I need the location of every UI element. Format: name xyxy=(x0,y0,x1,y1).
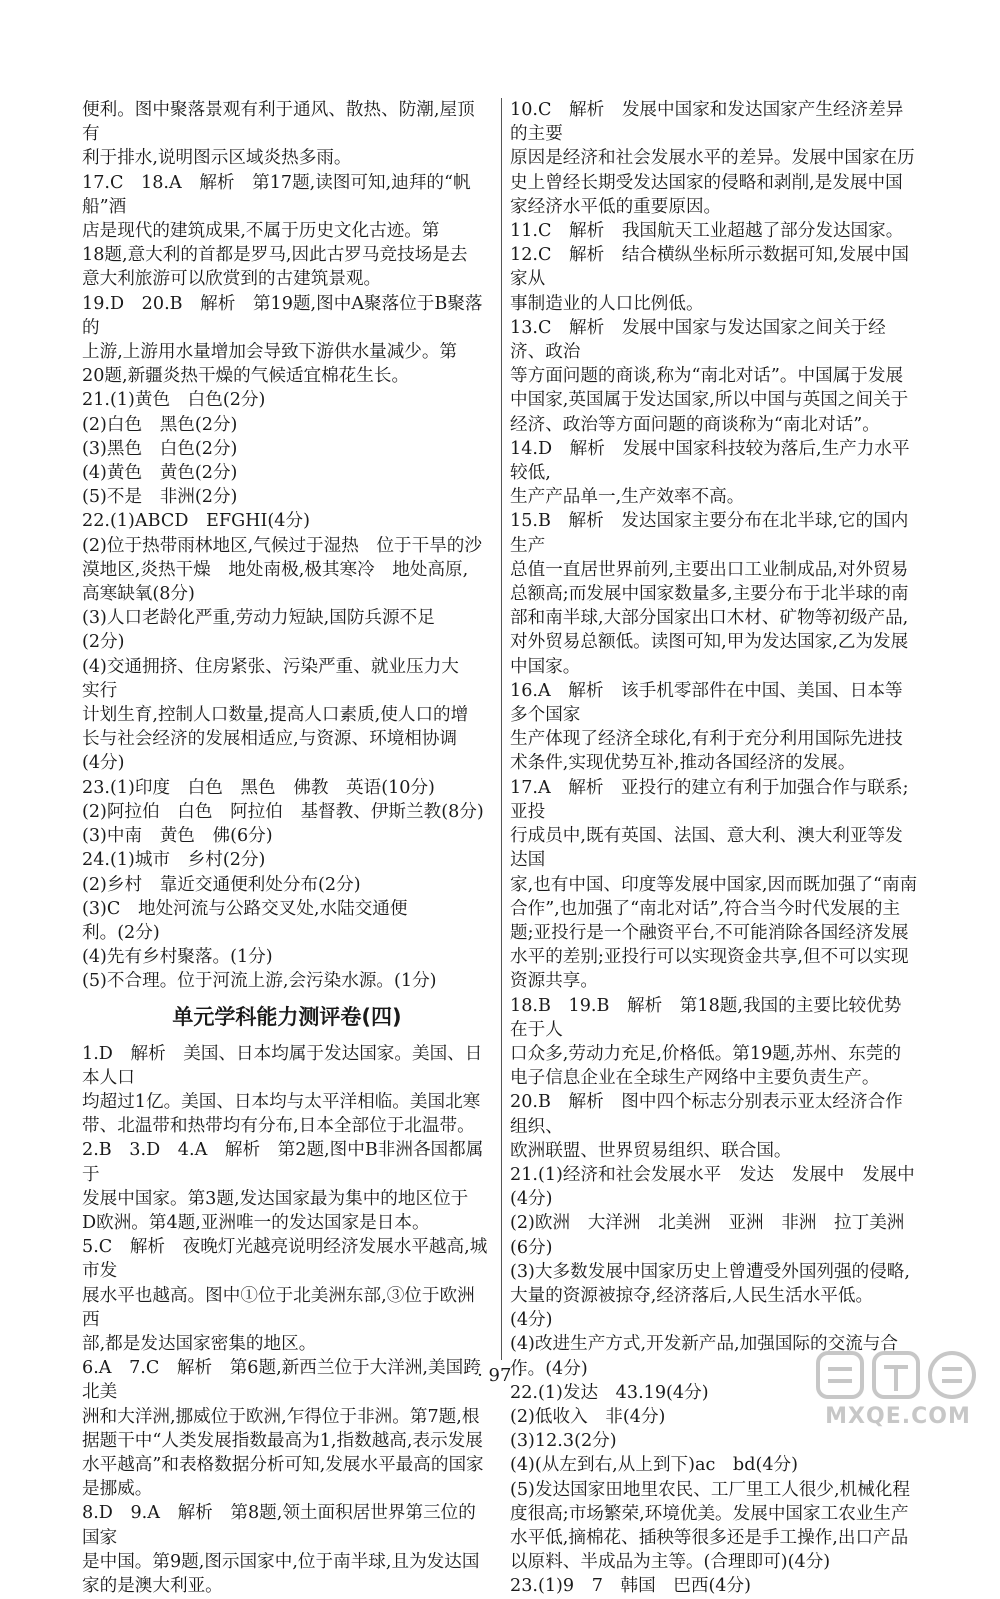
answer-block: 便利。图中聚落景观有利于通风、散热、防潮,屋顶有 利于排水,说明图示区域炎热多雨。 xyxy=(82,100,475,169)
answer-block: 2.B 3.D 4.A 解析 第2题,图中B非洲各国都属于 发展中国家。第3题,发达国家最为集中的地区位于 D欧洲。第4题,亚洲唯一的发达国家是日本。 xyxy=(82,1140,484,1233)
answer-block: 12.C 解析 结合横纵坐标所示数据可知,发展中国家从 事制造业的人口比例低。 xyxy=(510,245,909,314)
answer-block: 20.B 解析 图中四个标志分别表示亚太经济合作组织、 欧洲联盟、世界贸易组织、联合国。 xyxy=(510,1092,903,1161)
answer-block: 19.D 20.B 解析 第19题,图中A聚落位于B聚落的 上游,上游用水量增加会导致下游供水量减少。第 20题,新疆炎热干燥的气候适宜棉花生长。 xyxy=(82,293,483,387)
answer-block: 23.(1)9 7 韩国 巴西(4分) xyxy=(510,1576,751,1597)
answer-block: 11.C 解析 我国航天工业超越了部分发达国家。 xyxy=(510,221,904,242)
column-divider xyxy=(501,98,502,1360)
answer-block: 21.(1)黄色 白色(2分) (2)白色 黑色(2分) (3)黑色 白色(2分) (4)黄色 黄色(2分) (5)不是 非洲(2分) xyxy=(82,390,266,508)
page-number: · 97 · xyxy=(477,1365,523,1386)
answer-block: 17.A 解析 亚投行的建立有利于加强合作与联系;亚投 行成员中,既有英国、法国、意大利、澳大利亚等发达国 家,也有中国、印度等发展中国家,因而既加强了“南南 合作”,也加强了“南北对话”,符合当今时代发展的主 题;亚投行是一个融资平台,不可能消除各国经济发展 水平的差别;亚投行可以实现资金共享,但不可以实现 资源共享。 xyxy=(510,777,918,992)
answer-block: 1.D 解析 美国、日本均属于发达国家。美国、日本人口 均超过1亿。美国、日本均与太平洋相临。美国北寒 带、北温带和热带均有分布,日本全部位于北温带。 xyxy=(82,1043,483,1137)
answer-block: 10.C 解析 发展中国家和发达国家产生经济差异的主要 原因是经济和社会发展水平的差异。发展中国家在历 史上曾经长期受发达国家的侵略和剥削,是发展中国 家经济水平低的重要原因。 xyxy=(510,100,915,217)
answer-block: 17.C 18.A 解析 第17题,读图可知,迪拜的“帆船”酒 店是现代的建筑成果,不属于历史文化古迹。第 18题,意大利的首都是罗马,因此古罗马竞技场是去 意大利旅游可以欣赏到的古建筑景观。 xyxy=(82,172,471,290)
answer-block: 13.C 解析 发展中国家与发达国家之间关于经济、政治 等方面问题的商谈,称为“南北对话”。中国属于发展 中国家,英国属于发达国家,所以中国与英国之间关于 经济、政治等方面问题的商谈称为“南北对话”。 xyxy=(510,317,909,435)
answer-block: 18.B 19.B 解析 第18题,我国的主要比较优势在于人 口众多,劳动力充足,价格低。第19题,苏州、东莞的 电子信息企业在全球生产网络中主要负责生产。 xyxy=(510,995,902,1089)
answer-block: 6.A 7.C 解析 第6题,新西兰位于大洋洲,美国跨北美 洲和大洋洲,挪威位于欧洲,乍得位于非洲。第7题,根 据题干中“人类发展指数最高为1,指数越高,表示发展 水平越高”和表格数据分析可知,发展水平最高的国家 是挪威。 xyxy=(82,1358,484,1500)
answer-block: 15.B 解析 发达国家主要分布在北半球,它的国内生产 总值一直居世界前列,主要出口工业制成品,对外贸易 总额高;而发展中国家数量多,主要分布于北半球的南 部和南半球,大部分国家出口木材、矿物等初级产品, 对外贸易总额低。读图可知,甲为发达国家,乙为发展 中国家。 xyxy=(510,511,909,677)
answer-block: 22.(1)ABCD EFGHI(4分) (2)位于热带雨林地区,气候过于湿热 位于干旱的沙 漠地区,炎热干燥 地处南极,极其寒冷 地处高原, 高寒缺氧(8分) (3)人口老龄化严重,劳动力短缺,国防兵源不足 (2分) (4)交通拥挤、住房紧张、污染严重、就业压力大 实行 计划生育,控制人口数量,提高人口素质,使人口的增 长与社会经济的发展相适应,与资源、环境相协调 (4分) xyxy=(82,511,482,774)
answer-block: 14.D 解析 发展中国家科技较为落后,生产力水平较低, 生产产品单一,生产效率不高。 xyxy=(510,438,910,508)
answer-block: 5.C 解析 夜晚灯光越亮说明经济发展水平越高,城市发 展水平也越高。图中①位于北美洲东部,③位于欧洲西 部,都是发达国家密集的地区。 xyxy=(82,1237,488,1354)
answer-block: 16.A 解析 该手机零部件在中国、美国、日本等多个国家 生产体现了经济全球化,有利于充分利用国际先进技 术条件,实现优势互补,推动各国经济的发展。 xyxy=(510,680,903,774)
watermark-logo-icon xyxy=(808,1347,988,1403)
section-title: 单元学科能力测评卷(四) xyxy=(172,1004,402,1029)
answer-block: 24.(1)城市 乡村(2分) (2)乡村 靠近交通便利处分布(2分) (3)C 地处河流与公路交叉处,水陆交通便 利。(2分) (4)先有乡村聚落。(1分) (5)不合理。位于河流上游,会污染水源。(1分) xyxy=(82,850,437,992)
watermark-text: MXQE.COM xyxy=(825,1403,971,1429)
answer-block: 21.(1)经济和社会发展水平 发达 发展中 发展中 (4分) (2)欧洲 大洋洲 北美洲 亚洲 非洲 拉丁美洲 (6分) (3)大多数发展中国家历史上曾遭受外国列强的侵略, 大量的资源被掠夺,经济落后,人民生活水平低。 (4分) (4)改进生产方式,开发新产品,加强国际的交流与合 作。(4分) xyxy=(510,1164,915,1379)
answer-block: 23.(1)印度 白色 黑色 佛教 英语(10分) (2)阿拉伯 白色 阿拉伯 基督教、伊斯兰教(8分) (3)中南 黄色 佛(6分) xyxy=(82,777,484,847)
answer-block: 8.D 9.A 解析 第8题,领土面积居世界第三位的国家 是中国。第9题,图示国家中,位于南半球,且为发达国 家的是澳大利亚。 xyxy=(82,1503,480,1596)
answer-block: 22.(1)发达 43.19(4分) (2)低收入 非(4分) (3)12.3(2分) (4)(从左到右,从上到下)ac bd(4分) (5)发达国家田地里农民、工厂里工人很少,机械化程 度很高;市场繁荣,环境优美。发展中国家工农业生产 水平低,摘棉花、插秧等很多还是手工操作,出口产品 以原料、半成品为主等。(合理即可)(4分) xyxy=(510,1382,910,1573)
watermark xyxy=(808,1347,988,1429)
